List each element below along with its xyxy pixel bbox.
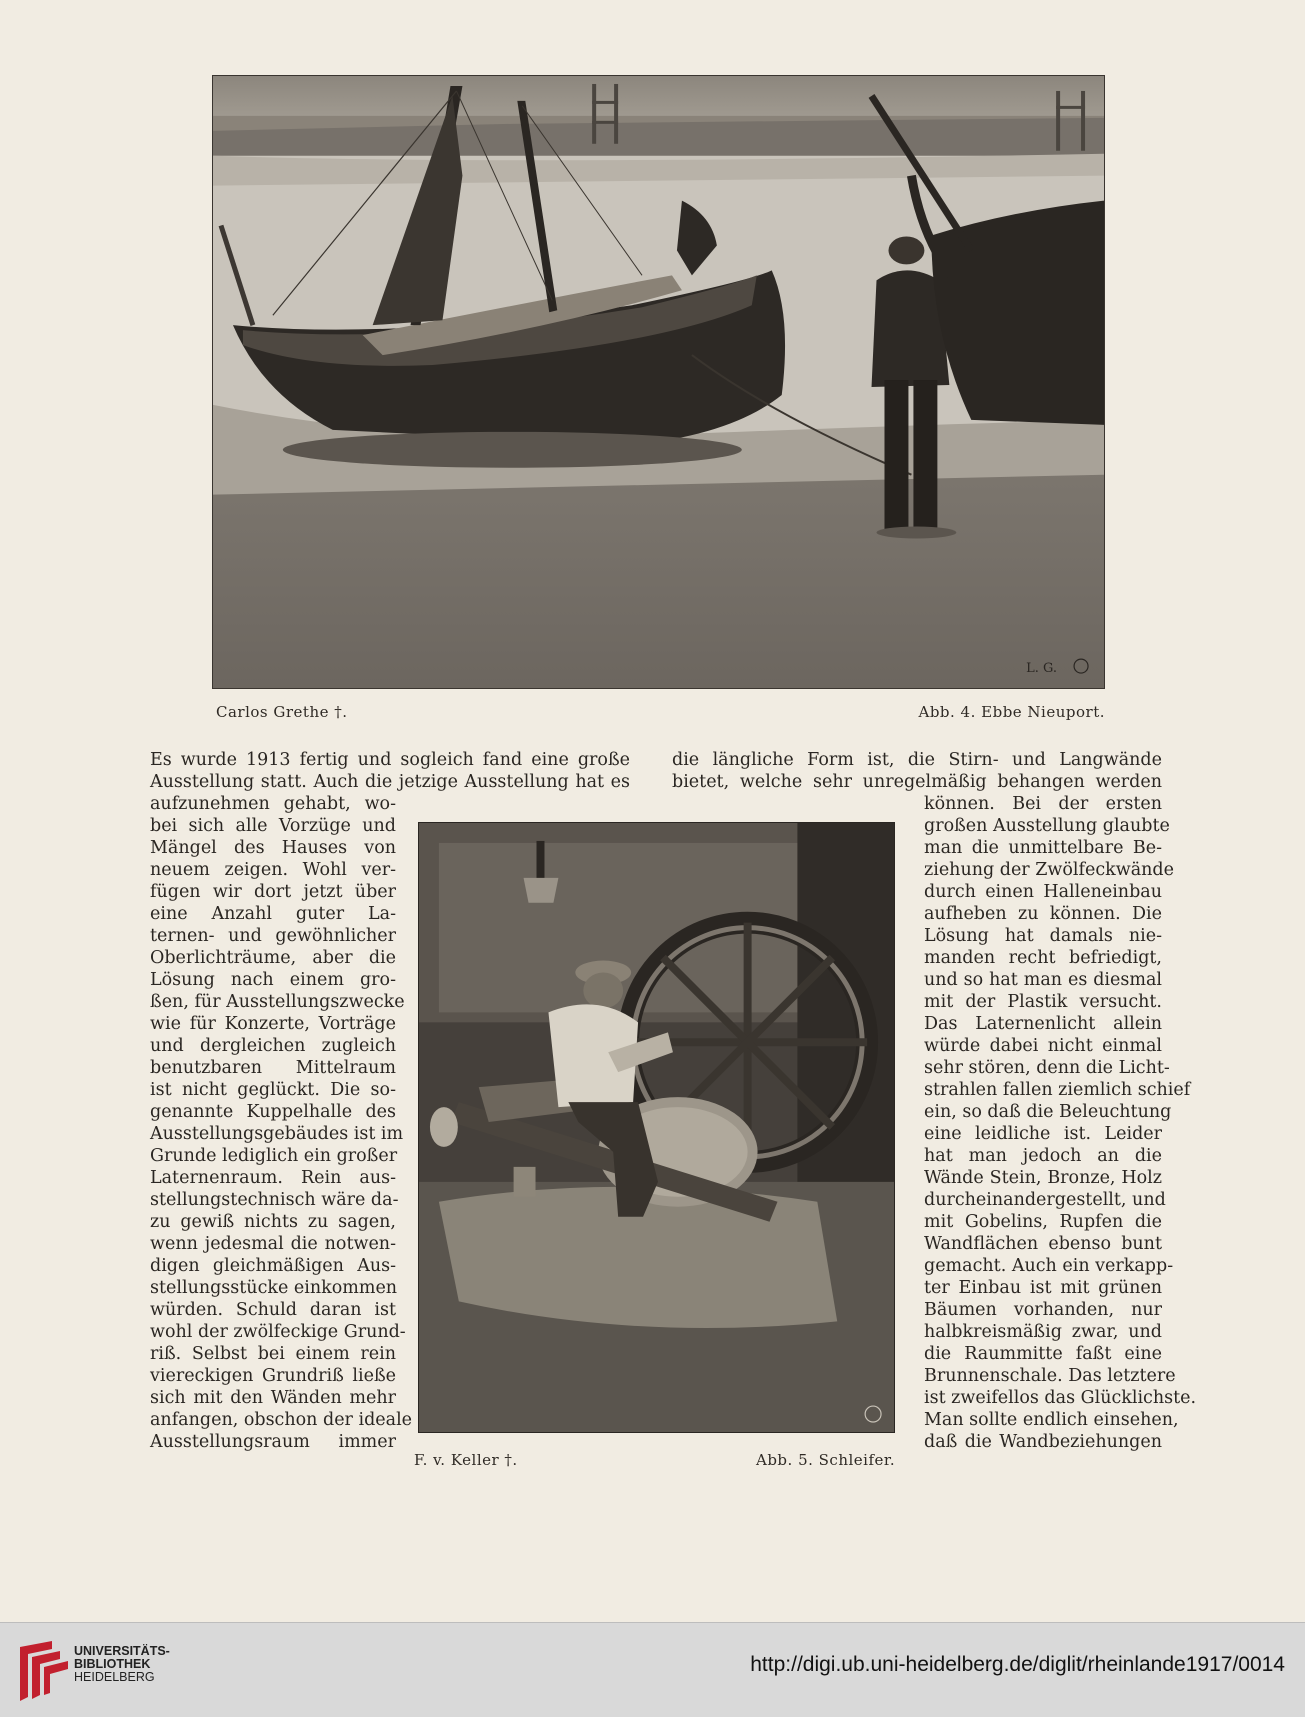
text-line-1-right: die längliche Form ist, die Stirn- und Langwände [672,750,1162,770]
right-line: mit der Plastik versucht. [924,992,1162,1012]
left-line: viereckigen Grundriß ließe [150,1366,396,1386]
right-line: Das Laternenlicht allein [924,1014,1162,1034]
library-footer [0,1622,1305,1717]
left-line: wohl der zwölfeckige Grund- [150,1322,406,1342]
right-text-column [924,793,1197,1453]
text-line-1 [150,749,1162,771]
right-line: eine leidliche ist. Leider [924,1124,1162,1144]
left-line: stellungstechnisch wäre da- [150,1190,399,1210]
left-line: benutzbaren Mittelraum [150,1058,396,1078]
left-line: digen gleichmäßigen Aus- [150,1256,396,1276]
left-line: zu gewiß nichts zu sagen, [150,1212,396,1232]
right-line: ziehung der Zwölfeckwände [924,860,1174,880]
library-logo-icon [14,1637,74,1705]
left-line: riß. Selbst bei einem rein [150,1344,396,1364]
full-width-lines [150,749,1162,793]
right-line: halbkreismäßig zwar, und [924,1322,1162,1342]
caption-artist-mid: F. v. Keller †. [414,1451,518,1469]
left-line: genannte Kuppelhalle des [150,1102,396,1122]
right-line: man die unmittelbare Be- [924,838,1162,858]
right-line: ein, so daß die Beleuchtung [924,1102,1172,1122]
left-line: sich mit den Wänden mehr [150,1388,396,1408]
text-line-2-left: Ausstellung statt. Auch die jetzige Ausstellung hat es [150,772,630,792]
left-line: bei sich alle Vorzüge und [150,816,396,836]
left-text-column [150,793,413,1453]
grinder-painting-image [419,823,894,1432]
right-line: können. Bei der ersten [924,794,1162,814]
left-line: ternen- und gewöhnlicher [150,926,396,946]
caption-title-mid: Abb. 5. Schleifer. [756,1451,896,1469]
right-line: würde dabei nicht einmal [924,1036,1162,1056]
right-line: durcheinandergestellt, und [924,1190,1166,1210]
right-line: die Raummitte faßt eine [924,1344,1162,1364]
caption-title-top: Abb. 4. Ebbe Nieuport. [918,703,1105,721]
right-line: Wände Stein, Bronze, Holz [924,1168,1162,1188]
left-line: Oberlichträume, aber die [150,948,396,968]
right-line: Bäumen vorhanden, nur [924,1300,1162,1320]
text-line-2-right: bietet, welche sehr unregelmäßig behangen werden [672,772,1162,792]
right-line: manden recht befriedigt, [924,948,1162,968]
boats-painting-image [213,76,1104,688]
left-line: würden. Schuld daran ist [150,1300,396,1320]
right-line: aufheben zu können. Die [924,904,1162,924]
left-line: Grunde lediglich ein großer [150,1146,398,1166]
left-line: Ausstellungsraum immer [150,1432,396,1452]
right-line: Lösung hat damals nie- [924,926,1162,946]
left-line: Lösung nach einem gro- [150,970,396,990]
left-line: wenn jedesmal die notwen- [150,1234,396,1254]
painting-schleifer [418,822,895,1433]
left-line: und dergleichen zugleich [150,1036,396,1056]
right-line: Man sollte endlich einsehen, [924,1410,1179,1430]
text-line-1-left: Es wurde 1913 fertig und sogleich fand eine große [150,750,630,770]
left-line: aufzunehmen gehabt, wo- [150,794,396,814]
right-line: daß die Wandbeziehungen [924,1432,1162,1452]
left-line: eine Anzahl guter La- [150,904,396,924]
library-name-line3: HEIDELBERG [74,1670,155,1684]
left-line: Ausstellungsgebäudes ist im [150,1124,404,1144]
right-line: Wandflächen ebenso bunt [924,1234,1162,1254]
right-line: sehr stören, denn die Licht- [924,1058,1170,1078]
left-line: fügen wir dort jetzt über [150,882,396,902]
caption-artist-top: Carlos Grethe †. [216,703,348,721]
right-line: durch einen Halleneinbau [924,882,1162,902]
right-line: ter Einbau ist mit grünen [924,1278,1162,1298]
left-line: ist nicht geglückt. Die so- [150,1080,396,1100]
right-line: mit Gobelins, Rupfen die [924,1212,1162,1232]
left-line: wie für Konzerte, Vorträge [150,1014,396,1034]
source-url-link[interactable]: http://digi.ub.uni-heidelberg.de/diglit/rheinlande1917/0014 [750,1653,1285,1676]
right-line: ist zweifellos das Glücklichste. [924,1388,1197,1408]
left-line: ßen, für Ausstellungszwecke [150,992,405,1012]
left-line: stellungsstücke einkommen [150,1278,398,1298]
library-name-line2: BIBLIOTHEK [74,1657,151,1671]
text-line-2 [150,771,1162,793]
painting-ebbe-nieuport [212,75,1105,689]
right-line: strahlen fallen ziemlich schief [924,1080,1191,1100]
right-line: großen Ausstellung glaubte [924,816,1170,836]
right-line: gemacht. Auch ein verkapp- [924,1256,1174,1276]
library-name-line1: UNIVERSITÄTS- [74,1644,170,1658]
left-line: Mängel des Hauses von [150,838,396,858]
left-line: Laternenraum. Rein aus- [150,1168,396,1188]
right-line: Brunnenschale. Das letztere [924,1366,1176,1386]
left-line: neuem zeigen. Wohl ver- [150,860,396,880]
right-line: und so hat man es diesmal [924,970,1162,990]
left-line: anfangen, obschon der ideale [150,1410,413,1430]
right-line: hat man jedoch an die [924,1146,1162,1166]
painting-signature: L. G. [1026,661,1058,677]
library-name [74,1645,170,1684]
